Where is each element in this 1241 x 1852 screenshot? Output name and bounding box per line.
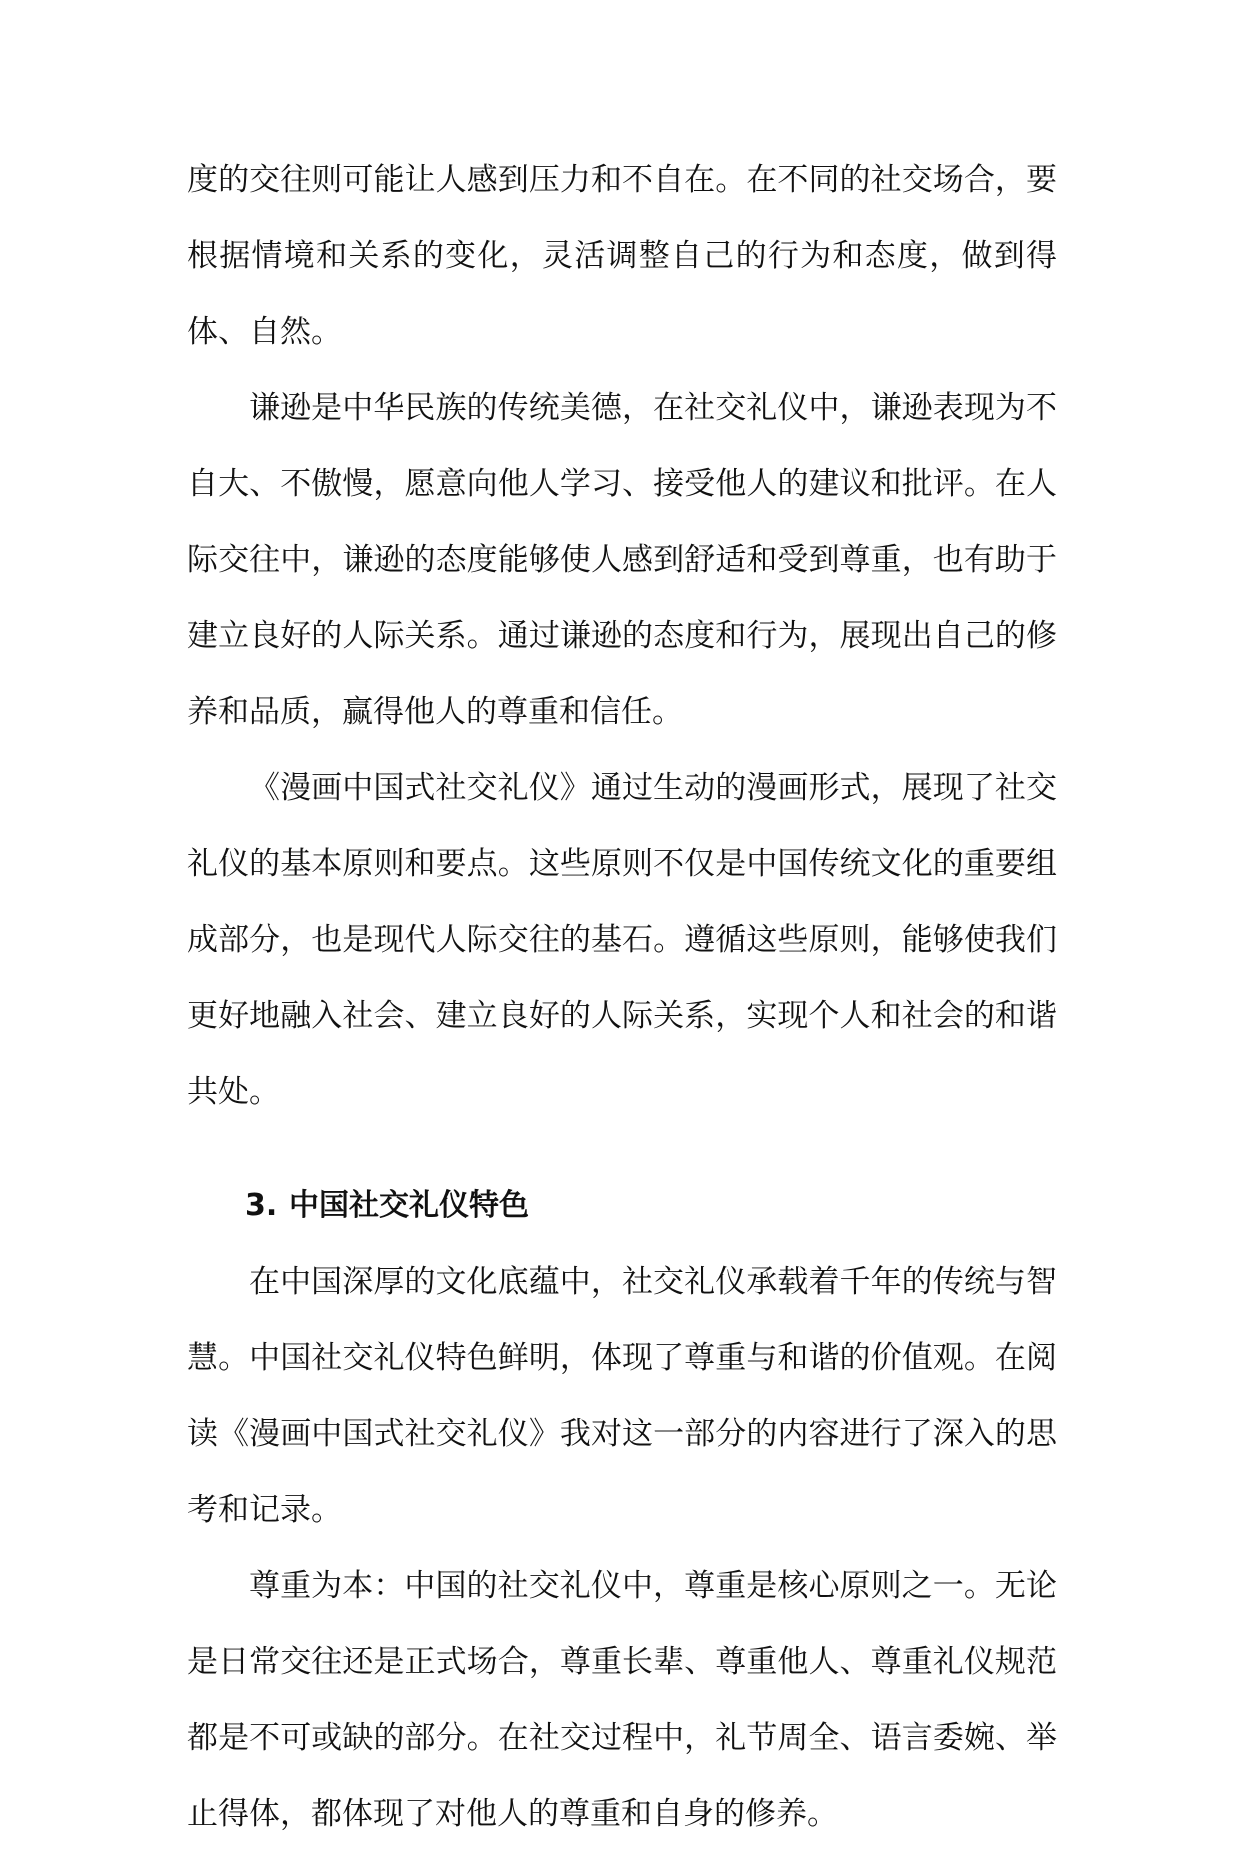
paragraph-respect: 尊重为本：中国的社交礼仪中，尊重是核心原则之一。无论是日常交往还是正式场合，尊重长辈、尊重他人、尊重礼仪规范都是不可或缺的部分。在社交过程中，礼节周全、语言委婉、举止得体，都体现了对他人的尊重和自身的修养。: [187, 1568, 1057, 1832]
paragraph-intro: 在中国深厚的文化底蕴中，社交礼仪承载着千年的传统与智慧。中国社交礼仪特色鲜明，体现了尊重与和谐的价值观。在阅读《漫画中国式社交礼仪》我对这一部分的内容进行了深入的思考和记录。: [187, 1264, 1057, 1528]
paragraph-book-summary: 《漫画中国式社交礼仪》通过生动的漫画形式，展现了社交礼仪的基本原则和要点。这些原则不仅是中国传统文化的重要组成部分，也是现代人际交往的基石。遵循这些原则，能够使我们更好地融入社会、建立良好的人际关系，实现个人和社会的和谐共处。: [187, 770, 1057, 1110]
section-heading: [187, 1168, 1057, 1244]
page-content: [187, 142, 1057, 1852]
paragraph-continued: 度的交往则可能让人感到压力和不自在。在不同的社交场合，要根据情境和关系的变化，灵活调整自己的行为和态度，做到得体、自然。: [187, 162, 1057, 350]
paragraph-humility: 谦逊是中华民族的传统美德，在社交礼仪中，谦逊表现为不自大、不傲慢，愿意向他人学习、接受他人的建议和批评。在人际交往中，谦逊的态度能够使人感到舒适和受到尊重，也有助于建立良好的人际关系。通过谦逊的态度和行为，展现出自己的修养和品质，赢得他人的尊重和信任。: [187, 390, 1057, 730]
section-number: 3.: [245, 1188, 278, 1223]
section-title: 中国社交礼仪特色: [289, 1188, 529, 1223]
